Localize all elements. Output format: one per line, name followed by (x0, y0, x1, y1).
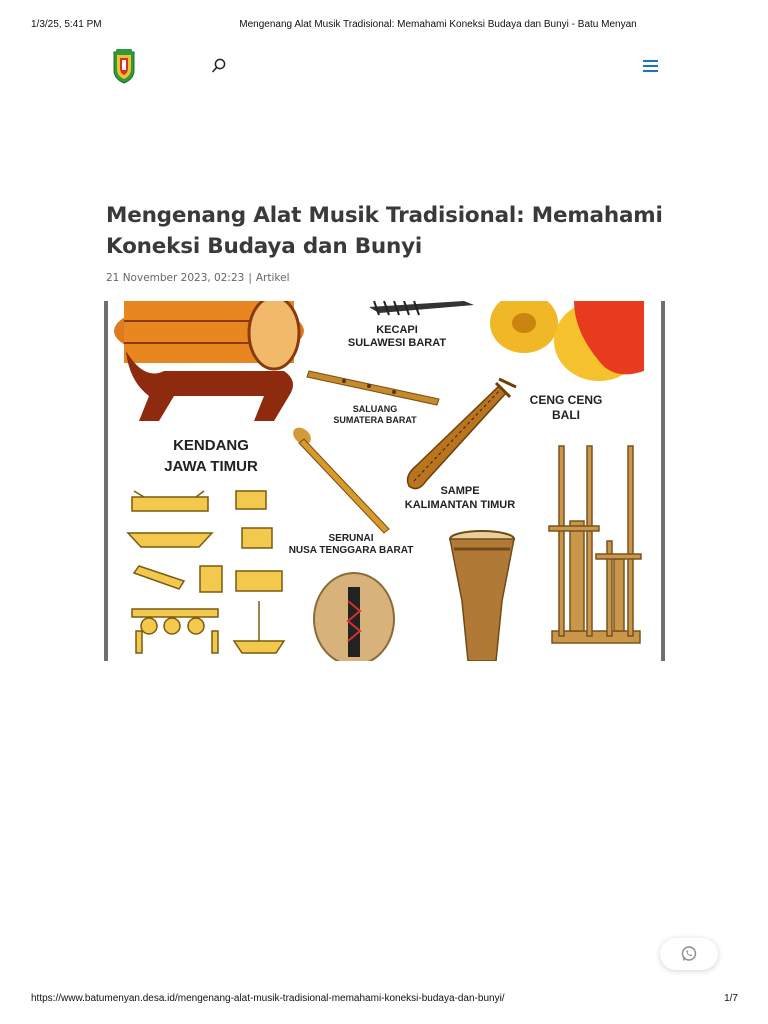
kecapi-illustration (369, 301, 474, 315)
print-url: https://www.batumenyan.desa.id/mengenang-alat-musik-tradisional-memahami-koneksi-budaya-dan-bunyi/ (31, 993, 505, 1004)
tifa-drum-illustration (450, 531, 514, 661)
saluang-illustration (307, 371, 439, 405)
print-date: 1/3/25, 5:41 PM (31, 19, 102, 30)
print-page-title: Mengenang Alat Musik Tradisional: Memahami Koneksi Budaya dan Bunyi - Batu Menyan (239, 19, 637, 30)
site-header (0, 46, 768, 86)
search-icon (210, 57, 228, 75)
article-date: 21 November 2023, 02:23 (106, 272, 245, 284)
article-category-link[interactable]: Artikel (255, 272, 290, 284)
label-serunai: SERUNAI (328, 533, 374, 544)
label-kecapi: KECAPI (376, 324, 418, 336)
label-kendang: KENDANG (173, 437, 249, 454)
article-meta (106, 272, 666, 284)
kendang-drum-illustration (114, 301, 304, 421)
print-header (0, 19, 768, 33)
label-serunai-region: NUSA TENGGARA BARAT (288, 545, 414, 556)
label-kecapi-region: SULAWESI BARAT (347, 337, 447, 349)
label-saluang: SALUANG (352, 404, 398, 414)
hamburger-menu-icon (642, 58, 660, 74)
angklung-illustration (549, 446, 641, 643)
site-logo[interactable] (112, 48, 136, 84)
serunai-illustration (290, 424, 389, 533)
menu-toggle-button[interactable] (642, 58, 660, 74)
article-title: Mengenang Alat Musik Tradisional: Memahami Koneksi Budaya dan Bunyi (106, 203, 663, 259)
instruments-illustration (104, 301, 665, 661)
gourd-instrument-illustration (314, 573, 394, 661)
label-saluang-region: SUMATERA BARAT (333, 415, 417, 425)
image-border-left (104, 301, 108, 661)
image-border-right (661, 301, 665, 661)
print-page-number: 1/7 (724, 993, 738, 1004)
label-kendang-region: JAWA TIMUR (164, 458, 258, 475)
label-ceng-ceng: CENG CENG (529, 393, 603, 407)
search-button[interactable] (210, 57, 228, 75)
featured-image (104, 301, 665, 661)
label-ceng-ceng-region: BALI (552, 408, 580, 422)
meta-separator: | (248, 272, 252, 284)
ceng-ceng-illustration (490, 301, 644, 381)
label-sampe: SAMPE (440, 485, 480, 497)
village-shield-logo-icon (112, 48, 136, 84)
article-header (106, 200, 666, 284)
label-sampe-region: KALIMANTAN TIMUR (404, 499, 516, 511)
whatsapp-button[interactable] (660, 938, 718, 970)
gamelan-set-illustration (128, 491, 284, 653)
whatsapp-icon (680, 945, 698, 963)
print-footer (0, 993, 768, 1007)
